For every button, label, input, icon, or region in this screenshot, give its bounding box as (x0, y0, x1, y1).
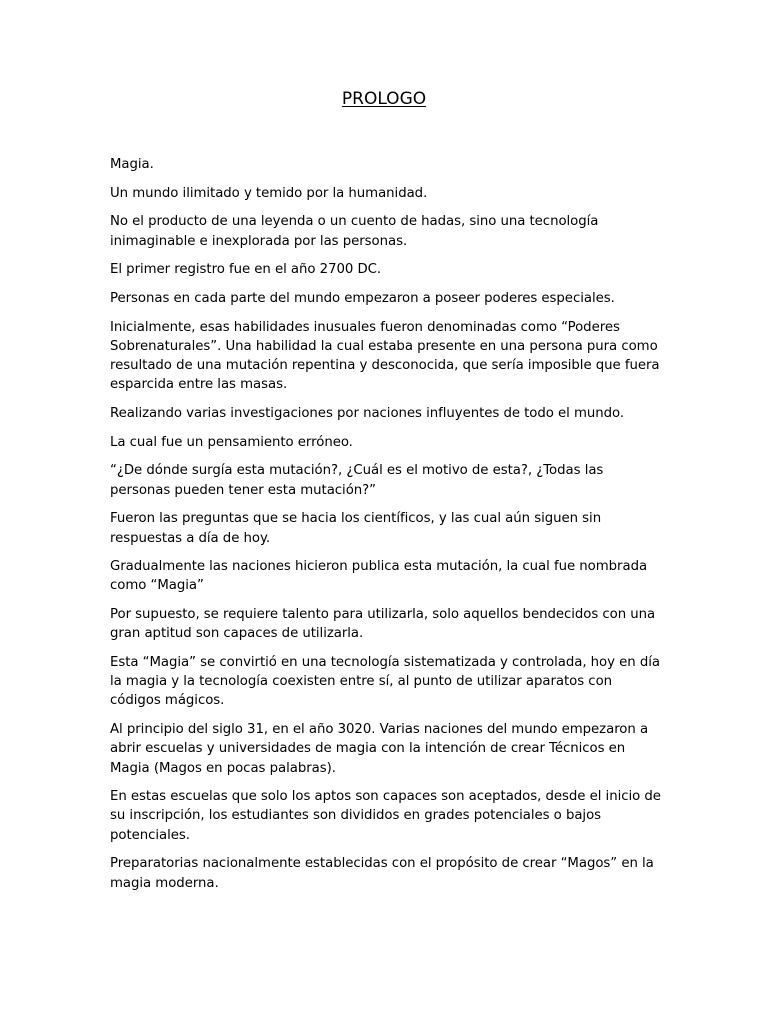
paragraph: Inicialmente, esas habilidades inusuales fueron denominadas como “Poderes Sobrenaturales”. Una habilidad la cual estaba presente en una persona pura como resultado de una mutación repentina y desconocida, que sería imposible que fuera esparcida entre las masas. (110, 319, 660, 393)
paragraph: Preparatorias nacionalmente establecidas con el propósito de crear “Magos” en la magia moderna. (110, 856, 654, 891)
paragraph: Al principio del siglo 31, en el año 3020. Varias naciones del mundo empezaron a abrir escuelas y universidades de magia con la intención de crear Técnicos en Magia (Magos en pocas palabras). (110, 722, 649, 776)
paragraph: “¿De dónde surgía esta mutación?, ¿Cuál es el motivo de esta?, ¿Todas las personas pueden tener esta mutación?” (110, 463, 604, 498)
paragraph: Por supuesto, se requiere talento para utilizarla, solo aquellos bendecidos con una gran aptitud son capaces de utilizarla. (110, 607, 656, 642)
paragraph: Un mundo ilimitado y temido por la humanidad. (110, 185, 428, 201)
paragraph: El primer registro fue en el año 2700 DC. (110, 262, 382, 278)
document-body (110, 155, 662, 902)
paragraph: Personas en cada parte del mundo empezaron a poseer poderes especiales. (110, 291, 615, 307)
paragraph: Magia. (110, 157, 154, 172)
paragraph: Fueron las preguntas que se hacia los científicos, y las cual aún siguen sin respuestas a día de hoy. (110, 511, 602, 546)
paragraph: Realizando varias investigaciones por naciones influyentes de todo el mundo. (110, 406, 625, 422)
paragraph: No el producto de una leyenda o un cuento de hadas, sino una tecnología inimaginable e inexplorada por las personas. (110, 214, 599, 249)
paragraph: Gradualmente las naciones hicieron publica esta mutación, la cual fue nombrada como “Magia” (110, 559, 648, 594)
paragraph: Esta “Magia” se convirtió en una tecnología sistematizada y controlada, hoy en día la magia y la tecnología coexisten entre sí, al punto de utilizar aparatos con códigos mágicos. (110, 655, 660, 709)
page-title: PROLOGO (341, 89, 427, 109)
paragraph: En estas escuelas que solo los aptos son capaces son aceptados, desde el inicio de su inscripción, los estudiantes son divididos en grades potenciales o bajos potenciales. (110, 789, 661, 843)
paragraph: La cual fue un pensamiento erróneo. (110, 434, 353, 450)
